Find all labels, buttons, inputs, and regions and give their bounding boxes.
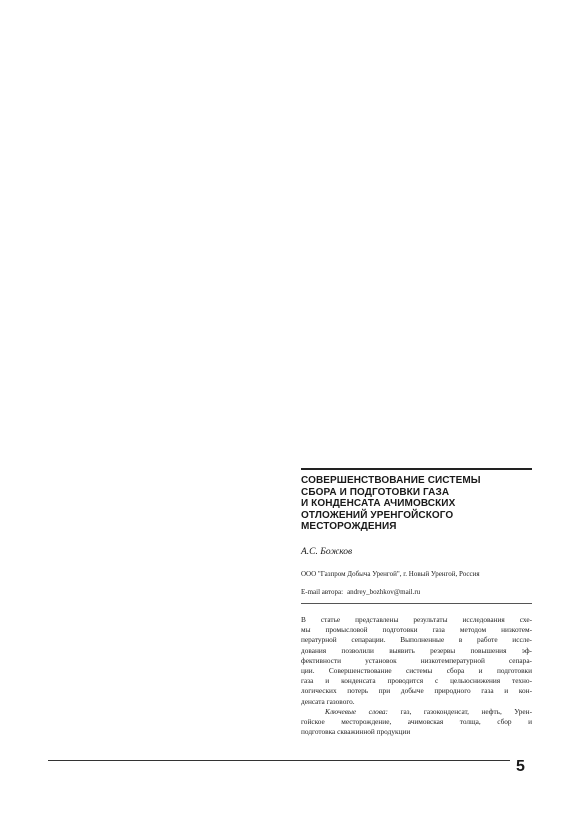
abstract-line: денсата газового. bbox=[301, 696, 355, 706]
title-line: СОВЕРШЕНСТВОВАНИЕ СИСТЕМЫ bbox=[301, 475, 481, 486]
title-line: МЕСТОРОЖДЕНИЯ bbox=[301, 521, 397, 533]
article-title bbox=[301, 475, 536, 533]
abstract-line: пературной сепарации. Выполненные в работе иссле- bbox=[301, 635, 532, 645]
author-name: А.С. Божков bbox=[301, 547, 353, 557]
title-top-rule bbox=[301, 468, 532, 470]
abstract-top-rule bbox=[301, 603, 532, 604]
author-affiliation: ООО "Газпром Добыча Уренгой", г. Новый Уренгой, Россия bbox=[301, 570, 480, 578]
abstract-line: логических потерь при добыче природного газа и кон- bbox=[301, 686, 532, 696]
title-line: СБОРА И ПОДГОТОВКИ ГАЗА bbox=[301, 486, 450, 498]
keywords-text: газ, газоконденсат, нефть, Урен- bbox=[400, 706, 532, 716]
title-line: И КОНДЕНСАТА АЧИМОВСКИХ bbox=[301, 498, 456, 510]
keywords-label: Ключевые слова: bbox=[325, 706, 388, 716]
keywords-line: гойское месторождение, ачимовская толща, сбор и bbox=[301, 717, 532, 727]
abstract-line: газа и конденсата проводится с цельюснижения техно- bbox=[301, 676, 532, 686]
email-label: E-mail автора: bbox=[301, 588, 344, 596]
page-number: 5 bbox=[516, 758, 525, 775]
keywords-line bbox=[301, 707, 532, 717]
abstract-line: дования позволили выявить резервы повышения эф- bbox=[301, 645, 532, 655]
abstract-line: фективности установок низкотемпературной сепара- bbox=[301, 655, 532, 665]
email-address: andrey_bozhkov@mail.ru bbox=[347, 588, 421, 596]
abstract-line: ции. Совершенствование системы сбора и подготовки bbox=[301, 666, 532, 676]
abstract bbox=[301, 615, 532, 737]
abstract-line: В статье представлены результаты исследования схе- bbox=[301, 615, 532, 624]
keywords-line: подготовка скважинной продукции bbox=[301, 727, 411, 737]
title-line: ОТЛОЖЕНИЙ УРЕНГОЙСКОГО bbox=[301, 509, 454, 521]
footer-rule bbox=[48, 760, 510, 761]
abstract-line: мы промысловой подготовки газа методом низкотем- bbox=[301, 625, 532, 635]
author-email-line bbox=[301, 588, 420, 596]
